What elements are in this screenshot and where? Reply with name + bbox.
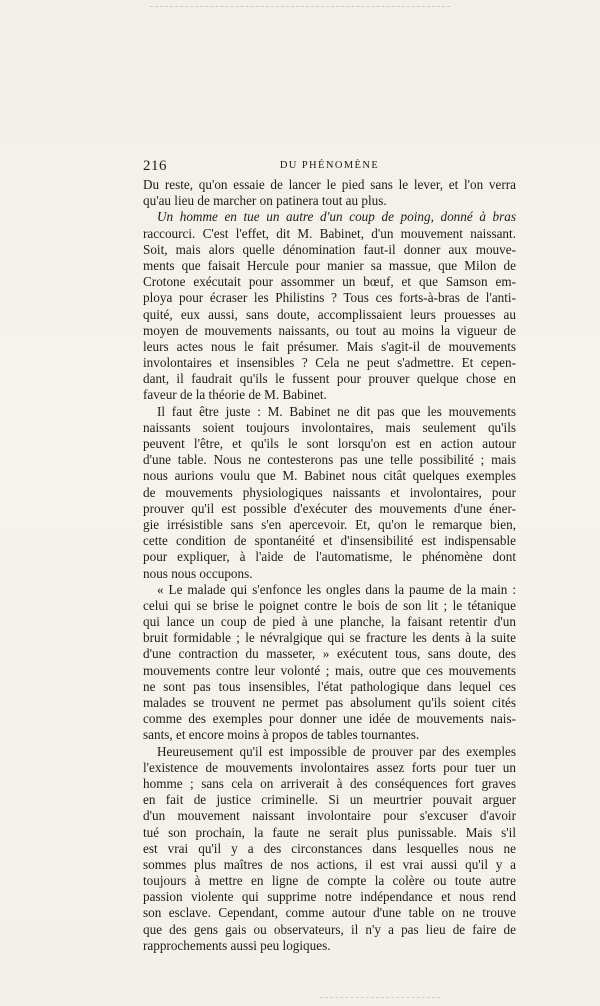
text-line: qu'au lieu de marcher on patinera tout au plus. [143,193,387,209]
text-line: qui lance un coup de pied à une planche, la faisant retentir d'un [143,614,516,630]
scan-edge-mark [150,6,450,9]
page-number: 216 [143,158,167,174]
text-line: cette condition de spontanéité et d'insensibilité est indispensable [143,533,516,549]
body-text [143,177,516,954]
paragraph [143,404,516,582]
text-line: passion violente qui supprime notre indépendance et nous rend [143,889,516,905]
text-line: que des gens gais ou observateurs, il n'y a pas lieu de faire de [143,921,516,937]
text-line: d'un mouvement naissant involontaire pour s'excuser d'avoir [143,808,516,824]
scan-edge-mark [320,997,440,1000]
text-line: mouvements contre leur volonté ; mais, outre que ces mouvements [143,662,516,678]
text-line: toujours à mettre en ligne de compte la colère ou toute autre [143,873,516,889]
text-line: celui qui se brise le poignet contre le bois de son lit ; le tétanique [143,597,516,613]
text-line: sants, et encore moins à propos de tables tournantes. [143,727,420,743]
text-line: malades se trouvent ne permet pas absolument qu'ils soient cités [143,695,516,710]
text-line: rapprochements aussi peu logiques. [143,937,331,953]
text-line: l'existence de mouvements involontaires assez forts pour tuer un [143,759,516,775]
text-line: Soit, mais alors quelle dénomination faut-il donner aux mouve- [143,241,516,257]
text-line: est vrai qu'il y a des circonstances dans lesquelles nous ne [143,840,516,856]
text-line: moyen de mouvements naissants, ou tout au moins la vigueur de [143,322,516,338]
text-line: en fait de justice criminelle. Si un meurtrier pouvait arguer [143,792,516,808]
text-line: nous aurions voulu que M. Babinet nous citât quelques exemples [143,468,516,484]
text-line: ne sont pas tous insensibles, l'état pathologique dans lequel ces [143,678,516,694]
text-line: sommes plus maîtres de nos actions, il est vrai aussi qu'il y a [143,856,516,872]
paragraph [143,209,516,403]
page-header [143,158,516,176]
text-line: nous nous occupons. [143,565,253,581]
text-line: comme des exemples pour donner une idée de mouvements nais- [143,711,516,727]
text-line: de mouvements physiologiques naissants et involontaires, pour [143,484,516,500]
text-line-italic: Un homme en tue un autre d'un coup de poing, donné à bras [157,209,516,225]
text-line: homme ; sans cela on arriverait à des conséquences fort graves [143,775,516,791]
paragraph [143,177,516,209]
text-line: son esclave. Cependant, comme autour d'une table on ne trouve [143,905,516,921]
text-line: Il faut être juste : M. Babinet ne dit pas que les mouvements [157,403,516,419]
text-line: bruit formidable ; le névralgique qui se fracture les dents à la suite [143,630,516,646]
text-line: raccourci. C'est l'effet, dit M. Babinet, d'un mouvement naissant. [143,225,516,241]
text-line: « Le malade qui s'enfonce les ongles dans la paume de la main : [157,581,516,597]
text-line: gie irrésistible sans s'en apercevoir. Et, qu'on le remarque bien, [143,516,516,532]
text-line: pour expliquer, à l'aide de l'automatisme, le phénomène dont [143,549,516,565]
text-line: d'une contraction du masseter, » exécutent tous, sans doute, des [143,646,516,662]
running-head: DU PHÉNOMÈNE [279,160,380,171]
text-line: d'une table. Nous ne contesterons pas une telle possibilité ; mais [143,452,516,468]
text-line: leurs actes nous le fait présumer. Mais s'agit-il de mouvements [143,338,516,354]
text-line: Heureusement qu'il est impossible de prouver par des exemples [157,743,516,759]
text-line: tué son prochain, la faute ne serait plus punissable. Mais s'il [143,824,516,840]
text-line: peuvent l'être, et qu'ils le sont lorsqu'on est en action autour [143,436,516,451]
paragraph [143,744,516,954]
text-line: involontaires et insensibles ? Cela ne peut s'admettre. Et cepen- [143,355,516,371]
text-line: Crotone exécutait pour assommer un bœuf, et que Samson em- [143,274,516,290]
text-line: ments que faisait Hercule pour manier sa massue, que Milon de [143,257,516,273]
paragraph [143,582,516,744]
text-line: naissants soient toujours involontaires, mais seulement qu'ils [143,419,516,435]
text-line: faveur de la théorie de M. Babinet. [143,387,327,403]
text-line: ploya pour écraser les Philistins ? Tous ces forts-à-bras de l'anti- [143,290,516,306]
text-line: prouver qu'il est possible d'exécuter des mouvements d'une éner- [143,500,516,516]
text-line: quité, eux aussi, sans doute, accomplissaient leurs prouesses au [143,306,516,322]
text-line: Du reste, qu'on essaie de lancer le pied sans le lever, et l'on verra [143,177,516,192]
text-line: dant, il faudrait qu'ils le fussent pour prouver quelque chose en [143,371,516,387]
